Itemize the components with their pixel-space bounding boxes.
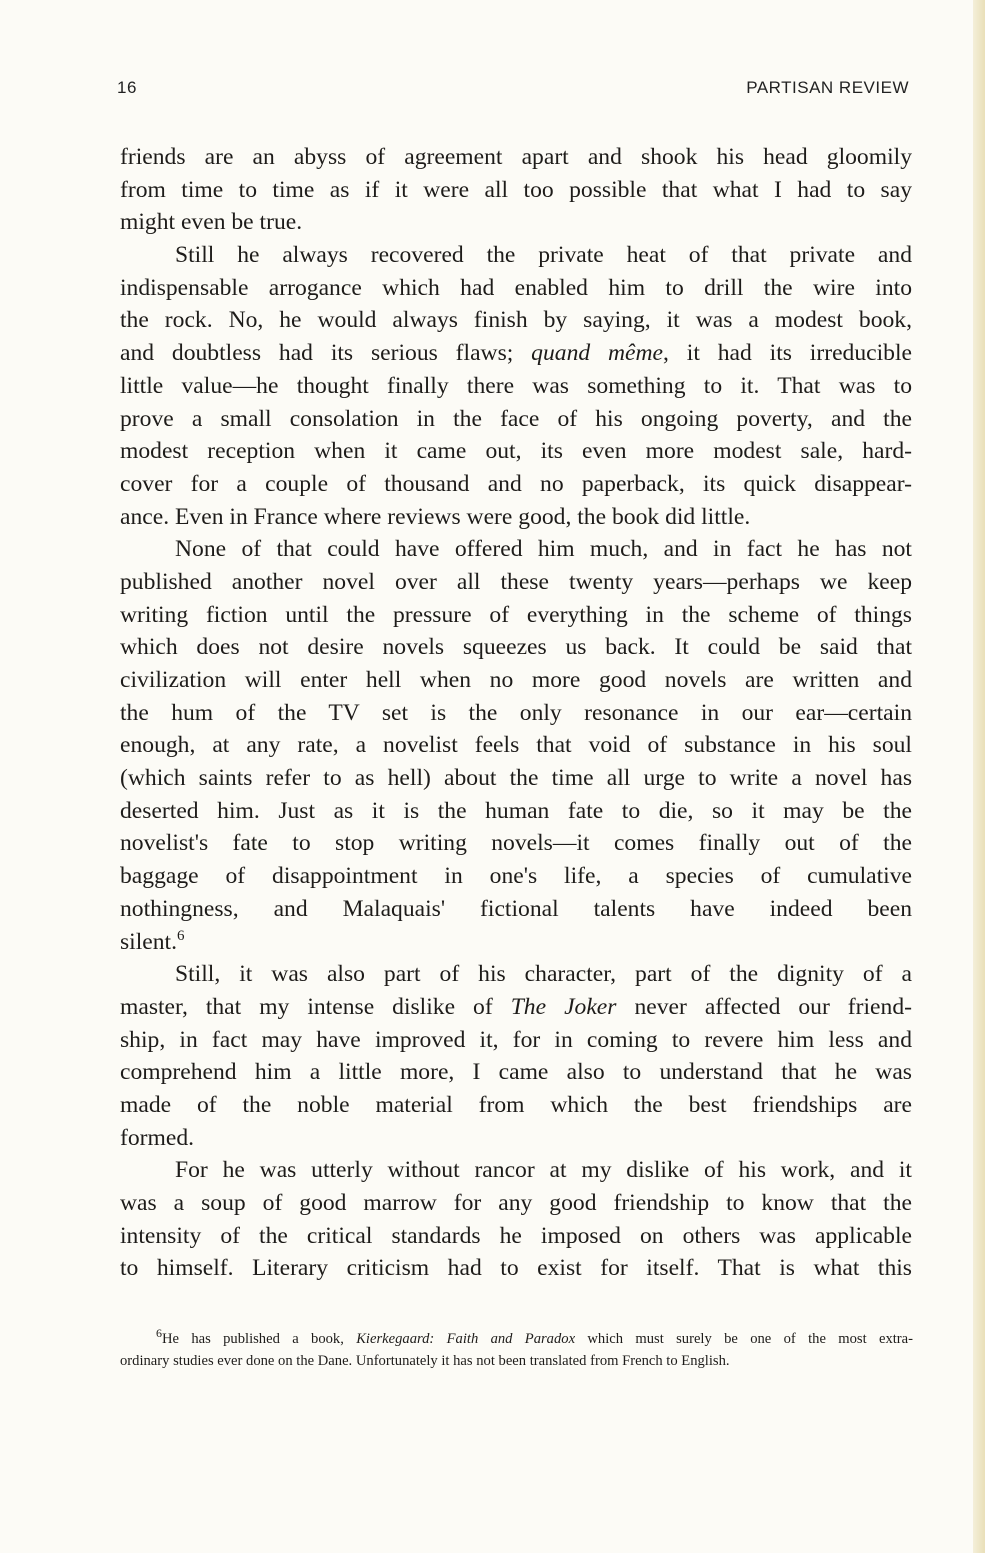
text-line: baggage of disappointment in one's life, a species of cumulative — [120, 863, 912, 890]
text-segment: silent. — [120, 928, 178, 955]
book-title: Kierkegaard: Faith and Paradox — [356, 1331, 576, 1347]
text-line: ship, in fact may have improved it, for in coming to revere him less and — [120, 1026, 912, 1053]
text-line: prove a small consolation in the face of his ongoing poverty, and the — [120, 405, 912, 432]
text-line: was a soup of good marrow for any good friendship to know that the — [120, 1190, 912, 1216]
footnote-reference: 6 — [177, 927, 185, 944]
footnote-marker: 6 — [156, 1326, 162, 1340]
text-line — [120, 991, 912, 1024]
text-line: Still he always recovered the private heat of that private and — [175, 242, 912, 269]
text-segment: master, that my intense dislike of — [120, 993, 511, 1020]
text-line: None of that could have offered him much, and in fact he has not — [175, 536, 912, 563]
text-line: intensity of the critical standards he imposed on others was applicable — [120, 1222, 912, 1249]
text-segment: , it had its irreducible — [663, 340, 912, 367]
footnote — [120, 1328, 913, 1372]
text-line: writing fiction until the pressure of everything in the scheme of things — [120, 601, 912, 628]
text-line: which does not desire novels squeezes us back. It could be said that — [120, 634, 912, 661]
text-line — [120, 337, 912, 370]
body-text — [120, 141, 912, 1285]
text-line: novelist's fate to stop writing novels—it comes finally out of the — [120, 830, 912, 857]
text-line: ance. Even in France where reviews were good, the book did little. — [120, 503, 751, 530]
footnote-line: $^6$He has published a book, Kierkegaard: Faith and Paradox which must surely be one of the most extra- — [156, 1326, 913, 1347]
text-line — [120, 926, 912, 959]
text-line: made of the noble material from which the best friendships are — [120, 1091, 912, 1118]
footnote-line: ordinary studies ever done on the Dane. Unfortunately it has not been translated from French to English. — [120, 1353, 730, 1369]
text-line: nothingness, and Malaquais' fictional talents have indeed been — [120, 895, 912, 922]
text-line: indispensable arrogance which had enabled him to drill the wire into — [120, 274, 912, 301]
page-number: 16 — [117, 78, 137, 97]
text-line: modest reception when it came out, its even more modest sale, hard- — [120, 438, 912, 465]
text-line: the hum of the TV set is the only resonance in our ear—certain — [120, 699, 912, 726]
text-line: the rock. No, he would always finish by saying, it was a modest book, — [120, 307, 912, 334]
text-line: from time to time as if it were all too possible that what I had to say — [120, 176, 912, 203]
text-line: friends are an abyss of agreement apart and shook his head gloomily — [120, 144, 912, 170]
text-line: comprehend him a little more, I came also to understand that he was — [120, 1059, 912, 1086]
italic-text: quand même — [531, 340, 664, 367]
page-edge — [973, 0, 985, 1553]
text-line: (which saints refer to as hell) about the time all urge to write a novel has — [120, 765, 912, 792]
text-segment: and doubtless had its serious flaws; — [120, 340, 532, 367]
text-line: For he was utterly without rancor at my dislike of his work, and it — [175, 1157, 912, 1184]
italic-text: The Joker — [510, 993, 617, 1020]
text-line: might even be true. — [120, 209, 303, 236]
text-line: to himself. Literary criticism had to exist for itself. That is what this — [120, 1255, 912, 1282]
running-title: PARTISAN REVIEW — [746, 78, 909, 97]
text-line: Still, it was also part of his character, part of the dignity of a — [175, 961, 912, 988]
text-line: deserted him. Just as it is the human fate to die, so it may be the — [120, 797, 912, 824]
text-line: cover for a couple of thousand and no paperback, its quick disappear- — [120, 470, 912, 497]
text-line: enough, at any rate, a novelist feels that void of substance in his soul — [120, 732, 912, 759]
text-line: little value—he thought finally there was something to it. That was to — [120, 372, 912, 399]
text-line: published another novel over all these twenty years—perhaps we keep — [120, 568, 912, 595]
text-segment: never affected our friend- — [616, 993, 912, 1020]
text-line: civilization will enter hell when no more good novels are written and — [120, 667, 912, 693]
text-line: formed. — [120, 1124, 195, 1151]
